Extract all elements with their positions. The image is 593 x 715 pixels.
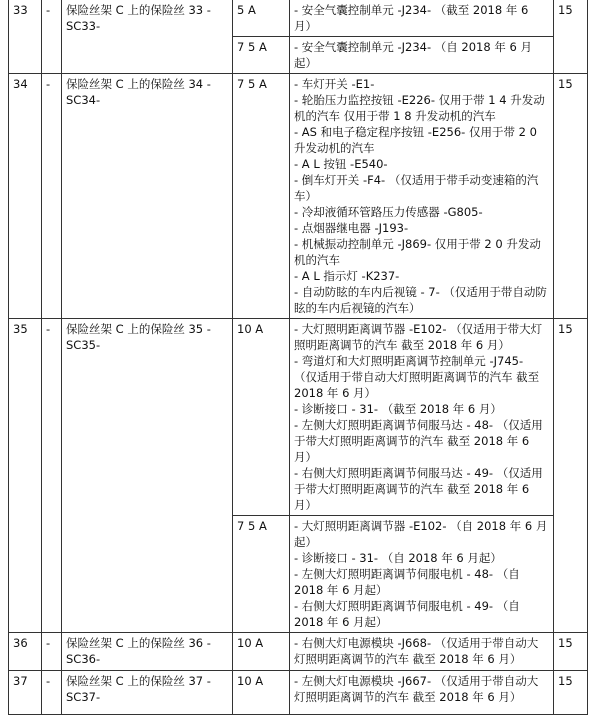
- fuse-consumers: [290, 0, 554, 37]
- fuse-number: 34: [9, 74, 42, 319]
- table-row: [9, 319, 588, 516]
- terminal-number: 15: [554, 671, 588, 715]
- fuse-name: 保险丝架 C 上的保险丝 34 -SC34-: [62, 74, 233, 319]
- consumer-line: - 弯道灯和大灯照明距离调节控制单元 -J745- （仅适用于带自动大灯照明距离调节的汽车 截至 2018 年 6 月）: [294, 354, 540, 400]
- consumer-line: - 右侧大灯照明距离调节伺服电机 - 49- （自 2018 年 6 月起）: [294, 599, 520, 629]
- consumer-line: - 左侧大灯照明距离调节伺服马达 - 48- （仅适用于带大灯照明距离调节的汽车 截至 2018 年 6 月）: [294, 418, 543, 464]
- fuse-dash: -: [42, 0, 62, 74]
- fuse-amperage: 7 5 A: [233, 37, 290, 74]
- consumer-line: - 轮胎压力监控按钮 -E226- 仅用于带 1 4 升发动机的汽车 仅用于带 1 8 升发动机的汽车: [294, 93, 545, 123]
- fuse-amperage: 10 A: [233, 633, 290, 671]
- fuse-number: 37: [9, 671, 42, 715]
- consumer-line: - 自动防眩的车内后视镜 - 7- （仅适用于带自动防眩的车内后视镜的汽车）: [294, 285, 547, 315]
- fuse-consumers: [290, 319, 554, 516]
- consumer-line: - 安全气囊控制单元 -J234- （自 2018 年 6 月起）: [294, 40, 532, 70]
- consumer-line: - 机械振动控制单元 -J869- 仅用于带 2 0 升发动机的汽车: [294, 237, 541, 267]
- consumer-line: - 诊断接口 - 31- （截至 2018 年 6 月）: [294, 402, 502, 416]
- consumer-line: - 右侧大灯照明距离调节伺服马达 - 49- （仅适用于带大灯照明距离调节的汽车 截至 2018 年 6 月）: [294, 466, 543, 512]
- consumer-line: - 大灯照明距离调节器 -E102- （自 2018 年 6 月起）: [294, 519, 548, 549]
- fuse-number: 35: [9, 319, 42, 633]
- fuse-amperage: 5 A: [233, 0, 290, 37]
- fuse-consumers: [290, 74, 554, 319]
- fuse-dash: -: [42, 633, 62, 671]
- consumer-line: - 冷却液循环管路压力传感器 -G805-: [294, 205, 483, 219]
- terminal-number: 15: [554, 74, 588, 319]
- consumer-line: - AS 和电子稳定程序按钮 -E256- 仅用于带 2 0 升发动机的汽车: [294, 125, 537, 155]
- consumer-line: - 大灯照明距离调节器 -E102- （仅适用于带大灯照明距离调节的汽车 截至 2018 年 6 月）: [294, 322, 543, 352]
- fuse-dash: -: [42, 74, 62, 319]
- fuse-table-body: [9, 0, 588, 715]
- consumer-line: - A L 指示灯 -K237-: [294, 269, 400, 283]
- table-row: [9, 74, 588, 319]
- consumer-line: - 倒车灯开关 -F4- （仅适用于带手动变速箱的汽车）: [294, 173, 539, 203]
- fuse-name: 保险丝架 C 上的保险丝 33 -SC33-: [62, 0, 233, 74]
- terminal-number: 15: [554, 0, 588, 74]
- fuse-amperage: 10 A: [233, 671, 290, 715]
- fuse-name: 保险丝架 C 上的保险丝 37 -SC37-: [62, 671, 233, 715]
- table-row: [9, 671, 588, 715]
- consumer-line: - 左侧大灯电源模块 -J667- （仅适用于带自动大灯照明距离调节的汽车 截至 2018 年 6 月）: [294, 674, 539, 704]
- consumer-line: - 右侧大灯电源模块 -J668- （仅适用于带自动大灯照明距离调节的汽车 截至 2018 年 6 月）: [294, 636, 539, 666]
- fuse-dash: -: [42, 319, 62, 633]
- fuse-consumers: [290, 37, 554, 74]
- fuse-consumers: [290, 671, 554, 715]
- fuse-table: [8, 0, 588, 715]
- consumer-line: - 安全气囊控制单元 -J234- （截至 2018 年 6 月）: [294, 3, 529, 33]
- fuse-consumers: [290, 516, 554, 633]
- fuse-number: 33: [9, 0, 42, 74]
- table-row: [9, 0, 588, 37]
- fuse-amperage: 10 A: [233, 319, 290, 516]
- consumer-line: - A L 按钮 -E540-: [294, 157, 388, 171]
- consumer-line: - 诊断接口 - 31- （自 2018 年 6 月起）: [294, 551, 502, 565]
- terminal-number: 15: [554, 633, 588, 671]
- consumer-line: - 车灯开关 -E1-: [294, 77, 375, 91]
- fuse-number: 36: [9, 633, 42, 671]
- fuse-name: 保险丝架 C 上的保险丝 35 -SC35-: [62, 319, 233, 633]
- fuse-name: 保险丝架 C 上的保险丝 36 -SC36-: [62, 633, 233, 671]
- table-row: [9, 633, 588, 671]
- fuse-amperage: 7 5 A: [233, 74, 290, 319]
- terminal-number: 15: [554, 319, 588, 633]
- consumer-line: - 左侧大灯照明距离调节伺服电机 - 48- （自 2018 年 6 月起）: [294, 567, 520, 597]
- consumer-line: - 点烟器继电器 -J193-: [294, 221, 409, 235]
- fuse-amperage: 7 5 A: [233, 516, 290, 633]
- fuse-dash: -: [42, 671, 62, 715]
- fuse-consumers: [290, 633, 554, 671]
